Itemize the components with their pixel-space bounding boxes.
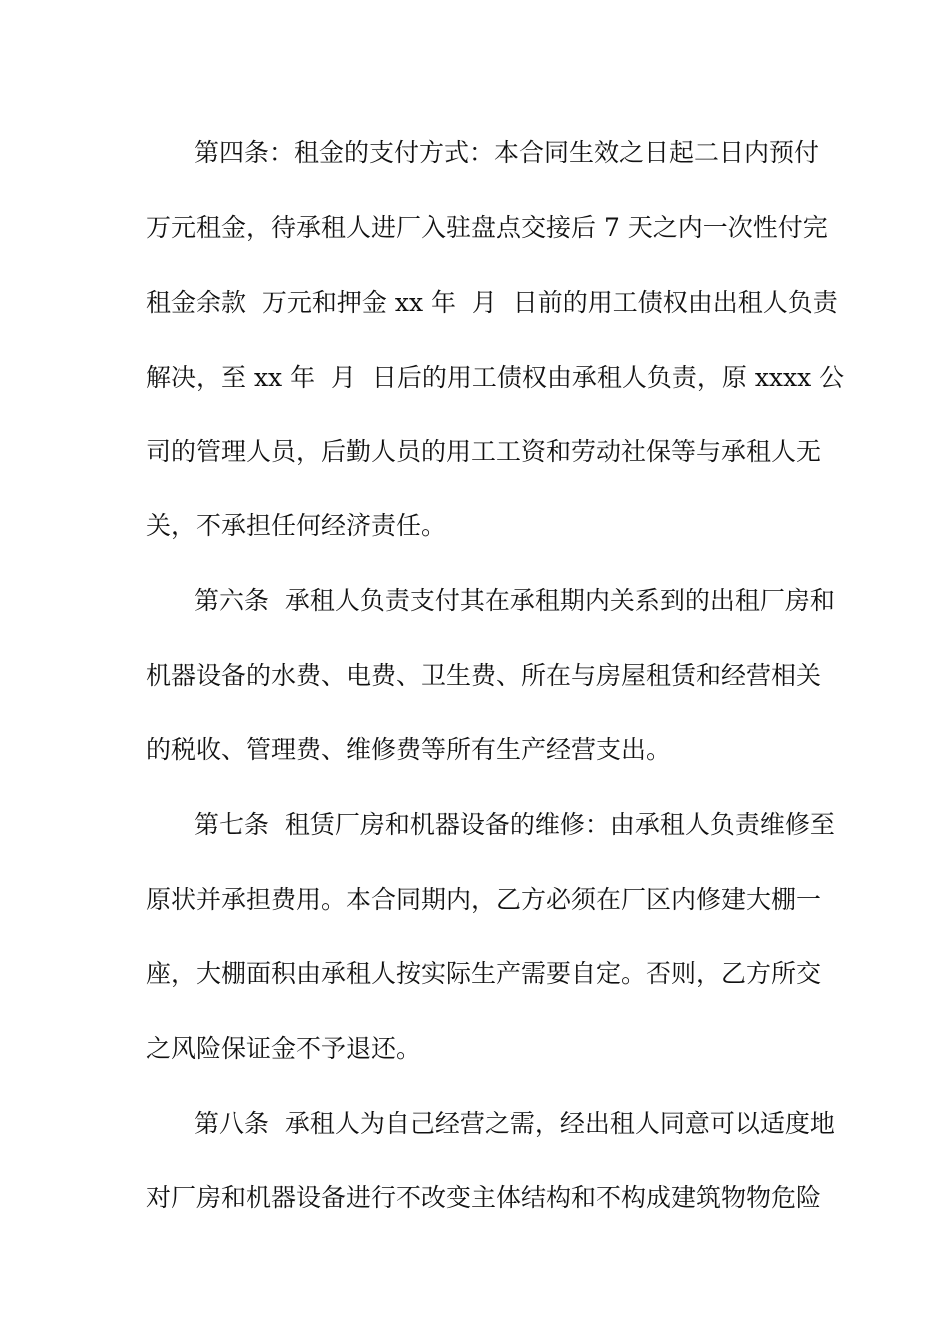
text-line: 对厂房和机器设备进行不改变主体结构和不构成建筑物物危险 [146, 1183, 822, 1212]
text-line: 座，大棚面积由承租人按实际生产需要自定。否则，乙方所交 [146, 959, 822, 988]
text-line: 的税收、管理费、维修费等所有生产经营支出。 [146, 735, 672, 764]
text-line: 司的管理人员，后勤人员的用工工资和劳动社保等与承租人无 [146, 437, 822, 466]
text-line: 第四条：租金的支付方式：本合同生效之日起二日内预付 [194, 138, 820, 167]
text-line: 第八条 承租人为自己经营之需，经出租人同意可以适度地 [194, 1109, 835, 1138]
text-line: 解决，至 xx 年 月 日后的用工债权由承租人负责，原 xxxx 公 [146, 363, 845, 392]
text-line: 机器设备的水费、电费、卫生费、所在与房屋租赁和经营相关 [146, 661, 822, 690]
text-line: 关，不承担任何经济责任。 [146, 511, 447, 540]
text-line: 第七条 租赁厂房和机器设备的维修：由承租人负责维修至 [194, 810, 835, 839]
text-line: 租金余款 万元和押金 xx 年 月 日前的用工债权由出租人负责 [146, 288, 838, 317]
text-line: 万元租金，待承租人进厂入驻盘点交接后 7 天之内一次性付完 [146, 213, 828, 242]
text-line: 之风险保证金不予退还。 [146, 1034, 422, 1063]
text-line: 第六条 承租人负责支付其在承租期内关系到的出租厂房和 [194, 586, 835, 615]
text-line: 原状并承担费用。本合同期内，乙方必须在厂区内修建大棚一 [146, 885, 822, 914]
